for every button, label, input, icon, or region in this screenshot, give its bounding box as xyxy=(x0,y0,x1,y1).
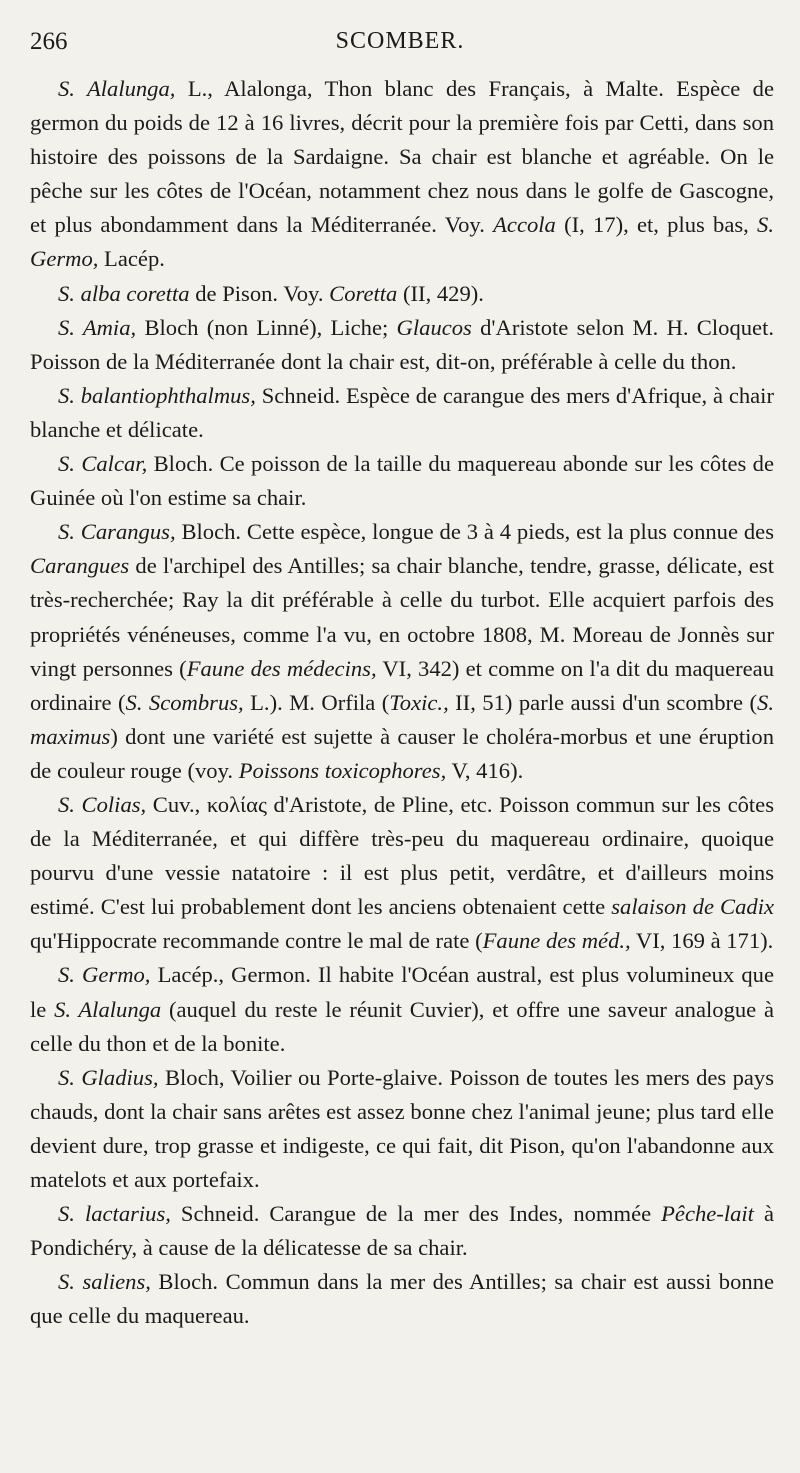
entry-germo: S. Germo, Lacép., Germon. Il habite l'Océan austral, est plus volumineux que le S. Alalunga (auquel du reste le réunit Cuvier), et offre une saveur analogue à celle du thon et de la bonite. xyxy=(30,962,774,1056)
species-name: S. balantiophthalmus, xyxy=(58,382,256,408)
species-name: S. Calcar, xyxy=(58,451,148,477)
entry-amia: S. Amia, Bloch (non Linné), Liche; Glaucos d'Aristote selon M. H. Cloquet. Poisson de la Méditerranée dont la chair est, dit-on, préférable à celle du thon. xyxy=(30,314,774,374)
species-name: S. lactarius, xyxy=(58,1201,171,1227)
species-name: S. alba coretta xyxy=(58,280,190,306)
entry-gladius: S. Gladius, Bloch, Voilier ou Porte-glaive. Poisson de toutes les mers des pays chauds, dont la chair sans arêtes est assez bonne chez l'animal jeune; plus tard elle devient dure, trop grasse et indigeste, ce qui fait, dit Pison, qu'on l'abandonne aux matelots et aux portefaix. xyxy=(30,1064,774,1192)
entry-alalunga: S. Alalunga, L., Alalonga, Thon blanc des Français, à Malte. Espèce de germon du poids de 12 à 16 livres, décrit pour la première fois par Cetti, dans son histoire des poissons de la Sardaigne. Sa chair est blanche et agréable. On le pêche sur les côtes de l'Océan, notamment chez nous dans le golfe de Gascogne, et plus abondamment dans la Méditerranée. Voy. Accola (I, 17), et, plus bas, S. Germo, Lacép. xyxy=(30,76,774,272)
species-name: S. Gladius, xyxy=(58,1064,159,1090)
species-name: S. saliens, xyxy=(58,1269,151,1295)
species-name: S. Amia, xyxy=(58,314,137,340)
entry-lactarius: S. lactarius, Schneid. Carangue de la mer des Indes, nommée Pêche-lait à Pondichéry, à cause de la délicatesse de sa chair. xyxy=(30,1201,774,1261)
species-name: S. Germo, xyxy=(58,962,151,988)
species-name: S. Alalunga, xyxy=(58,76,176,101)
entry-calcar: S. Calcar, Bloch. Ce poisson de la taille du maquereau abonde sur les côtes de Guinée où l'on estime sa chair. xyxy=(30,451,775,511)
entry-colias: S. Colias, Cuv., κολίας d'Aristote, de Pline, etc. Poisson commun sur les côtes de la Méditerranée, et qui diffère très-peu du maquereau ordinaire, quoique pourvu d'une vessie natatoire : il est plus petit, verdâtre, et d'ailleurs moins estimé. C'est lui probablement dont les anciens obtenaient cette salaison de Cadix qu'Hippocrate recommande contre le mal de rate (Faune des méd., VI, 169 à 171). xyxy=(30,791,775,954)
species-name: S. Carangus, xyxy=(58,519,176,545)
page-body xyxy=(30,72,774,1333)
entry-saliens: S. saliens, Bloch. Commun dans la mer des Antilles; sa chair est aussi bonne que celle du maquereau. xyxy=(30,1269,774,1329)
entry-carangus: S. Carangus, Bloch. Cette espèce, longue de 3 à 4 pieds, est la plus connue des Carangues de l'archipel des Antilles; sa chair blanche, tendre, grasse, délicate, est très-recherchée; Ray la dit préférable à celle du turbot. Elle acquiert parfois des propriétés vénéneuses, comme l'a vu, en octobre 1808, M. Moreau de Jonnès sur vingt personnes (Faune des médecins, VI, 342) et comme on l'a dit du maquereau ordinaire (S. Scombrus, L.). M. Orfila (Toxic., II, 51) parle aussi d'un scombre (S. maximus) dont une variété est sujette à causer le choléra-morbus et une éruption de couleur rouge (voy. Poissons toxicophores, V, 416). xyxy=(30,519,774,783)
entry-alba-coretta: S. alba coretta de Pison. Voy. Coretta (II, 429). xyxy=(58,280,484,306)
page-header xyxy=(30,28,770,68)
page-number: 266 xyxy=(30,28,68,55)
entry-balantiophthalmus: S. balantiophthalmus, Schneid. Espèce de carangue des mers d'Afrique, à chair blanche et délicate. xyxy=(30,382,774,442)
running-title: SCOMBER. xyxy=(335,28,465,54)
species-name: S. Colias, xyxy=(58,791,147,817)
